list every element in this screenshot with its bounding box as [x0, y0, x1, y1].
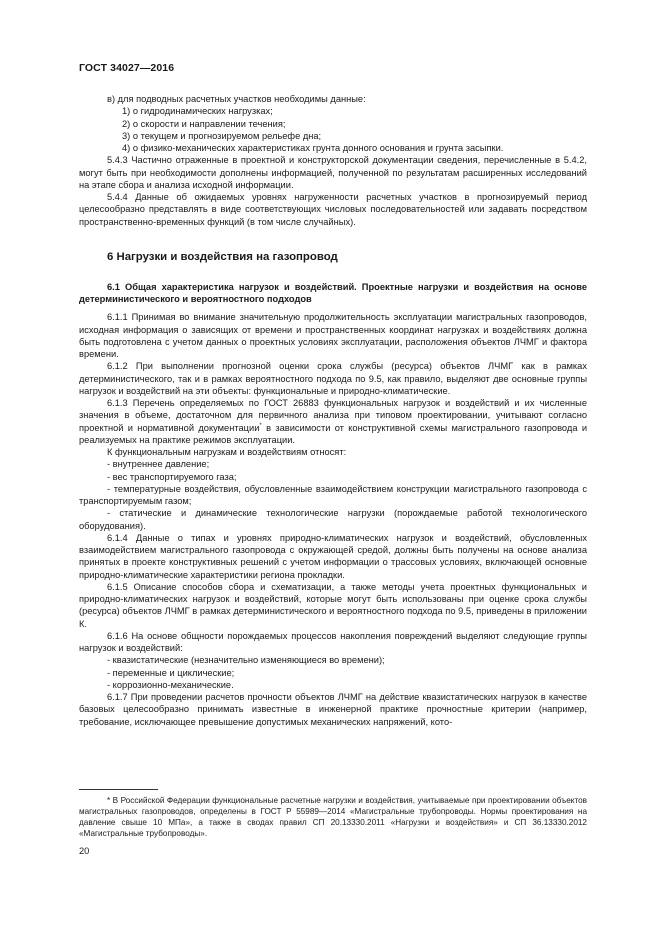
list-item-technological-loads: - статические и динамические технологические нагрузки (порождаемые работой технологического оборудования).: [79, 508, 587, 531]
list-item-corrosion: - коррозионно-механические.: [107, 679, 234, 690]
paragraph-6-1-7: 6.1.7 При проведении расчетов прочности объектов ЛЧМГ на действие квазистатических нагрузок в качестве базовых целесообразно принимать известные в инженерной практике прочностные критерии (например, требование, исключающее превышение допустимых механических напряжений, кото-: [79, 692, 587, 727]
list-item-internal-pressure: - внутреннее давление;: [107, 459, 210, 470]
paragraph-6-1-2: 6.1.2 При выполнении прогнозной оценки срока службы (ресурса) объектов ЛЧМГ как в рамках детерминистического, так и в рамках вероятностного подхода по 9.5, как правило, выделяют две основные группы нагрузок и воздействий на эти объекты: функциональные и природно-климатические.: [79, 361, 587, 396]
subsection-title: 6.1 Общая характеристика нагрузок и воздействий. Проектные нагрузки и воздействия на основе детерминистического и вероятностного подходов: [79, 281, 587, 304]
paragraph-5-4-3: 5.4.3 Частично отраженные в проектной и конструкторской документации сведения, перечисленные в 5.4.2, могут быть при необходимости дополнены информацией, полученной по результатам расширенных исследований на этапе сбора и анализа исходной информации.: [79, 155, 587, 190]
paragraph-6-1-3-text-b: в зависимости от конструктивной схемы магистрального газопровода и реализуемых на практике режимов эксплуатации.: [79, 422, 588, 445]
document-body: [79, 93, 587, 728]
footnote-marker: *: [259, 422, 262, 429]
paragraph-functional-loads-intro: К функциональным нагрузкам и воздействиям относят:: [107, 447, 347, 457]
paragraph-6-1-6: 6.1.6 На основе общности порождаемых процессов накопления повреждений выделяют следующие группы нагрузок и воздействий:: [79, 630, 587, 653]
list-item-cyclic: - переменные и циклические;: [107, 667, 235, 678]
list-item-quasistatic: - квазистатические (незначительно изменяющиеся во времени);: [107, 655, 385, 666]
footnote-divider: [79, 789, 158, 790]
footnote: * В Российской Федерации функциональные расчетные нагрузки и воздействия, учитываемые при проектировании объектов магистральных газопроводов, определены в ГОСТ Р 55989—2014 «Магистральные трубопроводы. Нормы проектирования на давление свыше 10 МПа», а также в сводах правил СП 20.13330.2011 «Нагрузки и воздействия» и СП 36.13330.2012 «Магистральные трубопроводы».: [79, 796, 587, 838]
section-title: 6 Нагрузки и воздействия на газопровод: [107, 250, 338, 263]
list-item-soil-properties: 4) о физико-механических характеристиках грунта донного основания и грунта засыпки.: [122, 143, 504, 153]
paragraph-6-1-3-text-a: 6.1.3 Перечень определяемых по ГОСТ 26883 функциональных нагрузок и воздействий и их численные значения в объеме, достаточном для первичного анализа при типовом проектировании, учитывают согласно проектной и нормативной документации: [79, 398, 587, 433]
list-item-bottom-relief: 3) о текущем и прогнозируемом рельефе дна;: [122, 130, 322, 141]
list-item-current-speed: 2) о скорости и направлении течения;: [122, 118, 286, 129]
paragraph-6-1-3: [79, 397, 587, 446]
paragraph-5-4-4: 5.4.4 Данные об ожидаемых уровнях нагруженности расчетных участков в прогнозируемый период целесообразно представлять в виде соответствующих числовых последовательностей или задавать посредством пространственно-временных функций (в том числе случайных).: [79, 192, 587, 227]
document-header: ГОСТ 34027—2016: [79, 62, 175, 74]
paragraph-6-1-5: 6.1.5 Описание способов сбора и схематизации, а также методы учета проектных функциональных и природно-климатических нагрузок и воздействий, которые могут быть использованы при оценке срока службы (ресурса) объектов ЛЧМГ в рамках детерминистического и вероятностного подхода по 9.5, приведены в приложении К.: [79, 581, 587, 629]
list-item-hydrodynamic: 1) о гидродинамических нагрузках;: [122, 106, 273, 117]
paragraph-6-1-4: 6.1.4 Данные о типах и уровнях природно-климатических нагрузок и воздействий, обусловленных взаимодействием магистрального газопровода с окружающей средой, должны быть получены на основе анализа принятых в проекте конструктивных решений с учетом информации о трассовых условиях, включающей основные природно-климатические характеристики региона прокладки.: [79, 532, 587, 580]
list-item-gas-weight: - вес транспортируемого газа;: [107, 471, 237, 482]
list-item-temperature: - температурные воздействия, обусловленные взаимодействием конструкции магистрального газопровода с транспортируемым газом;: [79, 483, 587, 506]
page-number: 20: [79, 846, 90, 856]
paragraph-subsea-data: в) для подводных расчетных участков необходимы данные:: [107, 94, 366, 104]
paragraph-6-1-1: 6.1.1 Принимая во внимание значительную продолжительность эксплуатации магистральных газопроводов, исходная информация о зависящих от времени и пространственных координат нагрузках и воздействиях должна быть подготовлена с учетом данных о проектных условиях эксплуатации, расположения объектов ЛЧМГ и фактора времени.: [79, 312, 587, 359]
